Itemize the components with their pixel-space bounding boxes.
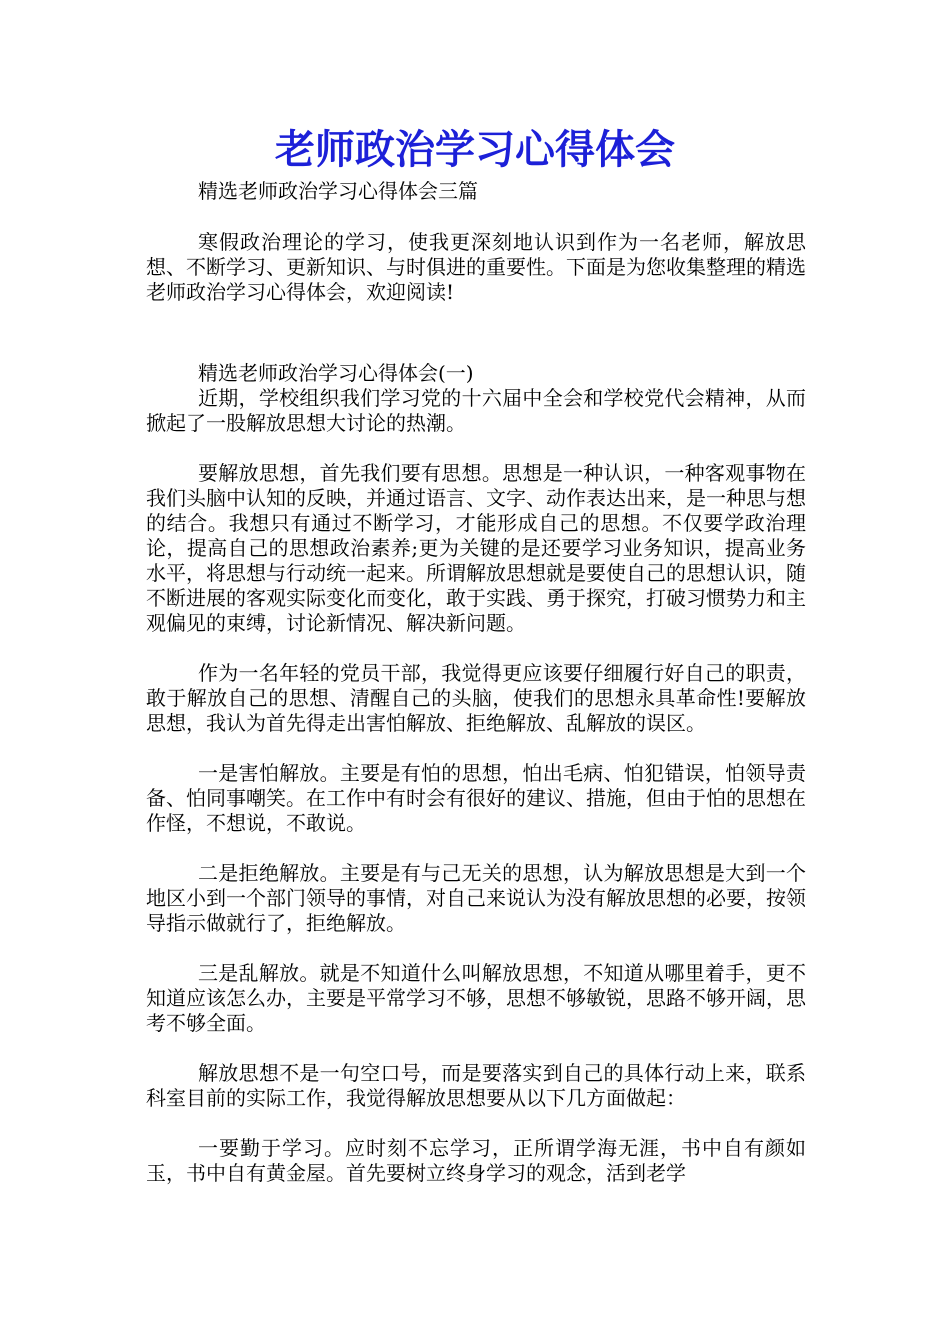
document-subtitle: 精选老师政治学习心得体会三篇 [198, 179, 478, 203]
body-paragraph: 近期，学校组织我们学习党的十六届中全会和学校党代会精神，从而掀起了一股解放思想大讨论的热潮。 [146, 386, 806, 435]
body-paragraph: 作为一名年轻的党员干部，我觉得更应该要仔细履行好自己的职责，敢于解放自己的思想、清醒自己的头脑，使我们的思想永具革命性!要解放思想，我认为首先得走出害怕解放、拒绝解放、乱解放的误区。 [146, 661, 806, 735]
document-title: 老师政治学习心得体会 [275, 126, 675, 173]
body-paragraph: 二是拒绝解放。主要是有与己无关的思想，认为解放思想是大到一个地区小到一个部门领导的事情，对自己来说认为没有解放思想的必要，按领导指示做就行了，拒绝解放。 [146, 861, 806, 935]
document-body [146, 230, 806, 1186]
intro-paragraph: 寒假政治理论的学习，使我更深刻地认识到作为一名老师，解放思想、不断学习、更新知识、与时俱进的重要性。下面是为您收集整理的精选老师政治学习心得体会，欢迎阅读! [146, 230, 806, 304]
body-paragraph: 三是乱解放。就是不知道什么叫解放思想，不知道从哪里着手，更不知道应该怎么办，主要是平常学习不够，思想不够敏锐，思路不够开阔，思考不够全面。 [146, 961, 806, 1035]
body-paragraph: 解放思想不是一句空口号，而是要落实到自己的具体行动上来，联系科室目前的实际工作，我觉得解放思想要从以下几方面做起： [146, 1061, 806, 1110]
body-paragraph: 一是害怕解放。主要是有怕的思想，怕出毛病、怕犯错误，怕领导责备、怕同事嘲笑。在工作中有时会有很好的建议、措施，但由于怕的思想在作怪，不想说，不敢说。 [146, 761, 806, 835]
body-paragraph: 要解放思想，首先我们要有思想。思想是一种认识，一种客观事物在我们头脑中认知的反映，并通过语言、文字、动作表达出来，是一种思与想的结合。我想只有通过不断学习，才能形成自己的思想。不仅要学政治理论，提高自己的思想政治素养;更为关键的是还要学习业务知识，提高业务水平，将思想与行动统一起来。所谓解放思想就是要使自己的思想认识，随不断进展的客观实际变化而变化，敢于实践、勇于探究，打破习惯势力和主观偏见的束缚，讨论新情况、解决新问题。 [146, 461, 806, 635]
section-heading: 精选老师政治学习心得体会(一) [198, 361, 474, 385]
body-paragraph: 一要勤于学习。应时刻不忘学习，正所谓学海无涯，书中自有颜如玉，书中自有黄金屋。首先要树立终身学习的观念，活到老学 [146, 1136, 806, 1185]
